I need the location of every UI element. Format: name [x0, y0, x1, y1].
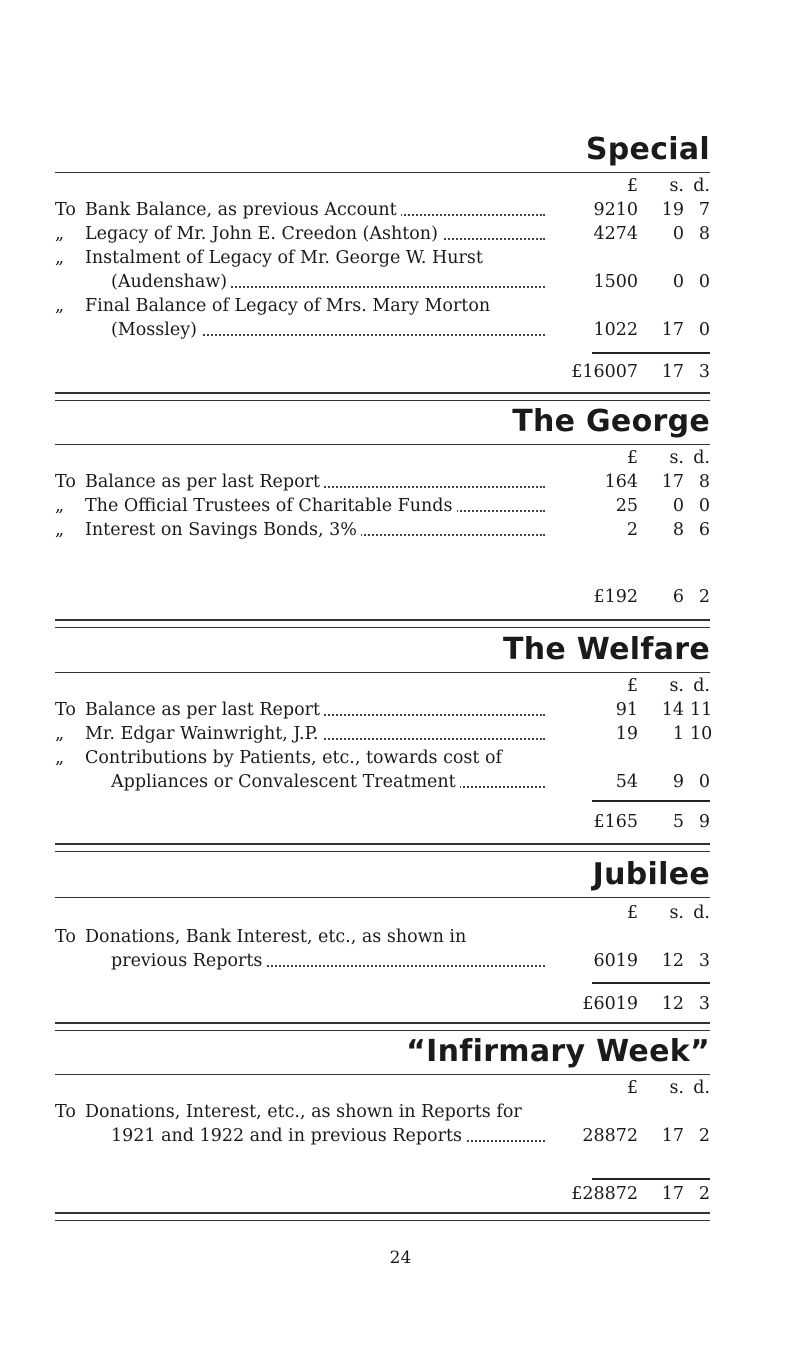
- row-prefix: „: [55, 496, 65, 516]
- total-shillings: 17: [661, 362, 684, 382]
- ledger-row: [55, 1100, 710, 1124]
- row-prefix: „: [55, 296, 65, 316]
- section-welfare-rows: [55, 698, 713, 798]
- row-shillings: 14: [661, 700, 684, 720]
- section-welfare: [55, 630, 710, 696]
- total-row: [55, 360, 710, 384]
- total-shillings: 17: [661, 1184, 684, 1204]
- pounds-header: £: [626, 676, 638, 696]
- pounds-header: £: [626, 1078, 638, 1098]
- pence-header: d.: [693, 1078, 710, 1098]
- row-pounds: 1500: [593, 272, 638, 292]
- shillings-header: s.: [669, 676, 684, 696]
- total-pence: 3: [698, 362, 710, 382]
- total-row: [55, 810, 710, 834]
- ledger-row: [55, 925, 710, 949]
- title-rule: [55, 172, 710, 173]
- row-prefix: „: [55, 248, 65, 268]
- row-pence: 8: [698, 472, 710, 492]
- row-pounds: 91: [615, 700, 638, 720]
- section-divider: [55, 1022, 710, 1031]
- section-divider: [55, 619, 710, 628]
- pounds-header: £: [626, 903, 638, 923]
- row-prefix: „: [55, 224, 65, 244]
- header-row: [55, 1076, 710, 1100]
- shillings-header: s.: [669, 448, 684, 468]
- row-shillings: 0: [672, 496, 684, 516]
- row-shillings: 17: [661, 472, 684, 492]
- row-text: Donations, Bank Interest, etc., as shown in: [85, 927, 470, 947]
- title-rule: [55, 897, 710, 898]
- row-prefix: To: [55, 1102, 76, 1122]
- section-jubilee-rows: [55, 925, 710, 985]
- row-text: Legacy of Mr. John E. Creedon (Ashton): [85, 224, 442, 244]
- total-row: [55, 585, 710, 609]
- row-shillings: 17: [661, 1126, 684, 1146]
- row-shillings: 1: [672, 724, 684, 744]
- section-george: [55, 402, 710, 468]
- header-row: [55, 446, 710, 470]
- total-rule: [592, 982, 710, 984]
- section-infirmary-rows: [55, 1100, 710, 1160]
- section-title: The Welfare: [502, 632, 710, 667]
- row-pence: 8: [698, 224, 710, 244]
- row-prefix: „: [55, 724, 65, 744]
- row-shillings: 12: [661, 951, 684, 971]
- section-title: “Infirmary Week”: [406, 1034, 710, 1069]
- row-prefix: To: [55, 200, 76, 220]
- row-prefix: To: [55, 927, 76, 947]
- title-rule: [55, 444, 710, 445]
- ledger-row: [55, 470, 710, 494]
- pounds-header: £: [626, 448, 638, 468]
- section-george-rows: [55, 470, 710, 550]
- ledger-row: [55, 1124, 710, 1148]
- row-pence: 2: [698, 1126, 710, 1146]
- row-pounds: 1022: [593, 320, 638, 340]
- row-text: (Mossley): [111, 320, 201, 340]
- ledger-row: [55, 746, 710, 770]
- total-rule: [592, 800, 710, 802]
- section-title: The George: [512, 404, 710, 439]
- total-pounds: £165: [593, 812, 638, 832]
- section-divider: [55, 1212, 710, 1221]
- row-pounds: 164: [604, 472, 638, 492]
- row-pence: 0: [698, 496, 710, 516]
- total-pounds: £6019: [582, 994, 638, 1014]
- ledger-row: [55, 318, 710, 342]
- row-prefix: „: [55, 520, 65, 540]
- ledger-row: [55, 246, 710, 270]
- section-infirmary-total: [55, 1180, 710, 1240]
- title-rule: [55, 1074, 710, 1075]
- header-row: [55, 901, 710, 925]
- row-shillings: 8: [672, 520, 684, 540]
- row-shillings: 17: [661, 320, 684, 340]
- row-text: Mr. Edgar Wainwright, J.P.: [85, 724, 322, 744]
- row-pence: 0: [698, 320, 710, 340]
- total-rule: [592, 352, 710, 354]
- row-pence: 10: [690, 724, 713, 744]
- row-pounds: 19: [615, 724, 638, 744]
- total-shillings: 12: [661, 994, 684, 1014]
- row-prefix: „: [55, 748, 65, 768]
- row-pounds: 4274: [593, 224, 638, 244]
- row-text: Donations, Interest, etc., as shown in Reports for: [85, 1102, 526, 1122]
- total-rule: [592, 1178, 710, 1180]
- row-pence: 3: [698, 951, 710, 971]
- row-prefix: To: [55, 472, 76, 492]
- row-text: Balance as per last Report: [85, 472, 324, 492]
- row-text: Bank Balance, as previous Account: [85, 200, 401, 220]
- total-pounds: £16007: [571, 362, 638, 382]
- pounds-header: £: [626, 176, 638, 196]
- section-title: Special: [585, 132, 710, 167]
- ledger-row: [55, 198, 710, 222]
- section-jubilee: [55, 855, 710, 923]
- row-text: (Audenshaw): [111, 272, 231, 292]
- title-rule: [55, 672, 710, 673]
- total-shillings: 6: [672, 587, 684, 607]
- row-pounds: 6019: [593, 951, 638, 971]
- row-pounds: 28872: [582, 1126, 638, 1146]
- row-shillings: 0: [672, 272, 684, 292]
- ledger-row: [55, 722, 713, 746]
- row-text: previous Reports: [111, 951, 266, 971]
- pence-header: d.: [693, 903, 710, 923]
- row-text: Instalment of Legacy of Mr. George W. Hurst: [85, 248, 487, 268]
- row-shillings: 9: [672, 772, 684, 792]
- ledger-row: [55, 270, 710, 294]
- header-row: [55, 174, 710, 198]
- row-text: Appliances or Convalescent Treatment: [111, 772, 460, 792]
- row-pence: 7: [698, 200, 710, 220]
- total-pounds: £28872: [571, 1184, 638, 1204]
- ledger-row: [55, 494, 710, 518]
- row-pence: 0: [698, 272, 710, 292]
- pence-header: d.: [693, 176, 710, 196]
- row-pounds: 2: [626, 520, 638, 540]
- row-pence: 6: [698, 520, 710, 540]
- row-pounds: 54: [615, 772, 638, 792]
- section-infirmary-week: [55, 1032, 710, 1098]
- ledger-row: [55, 518, 710, 542]
- shillings-header: s.: [669, 903, 684, 923]
- pence-header: d.: [693, 448, 710, 468]
- ledger-row: [55, 698, 713, 722]
- ledger-row: [55, 294, 710, 318]
- section-title: Jubilee: [592, 857, 710, 892]
- total-pounds: £192: [593, 587, 638, 607]
- total-shillings: 5: [672, 812, 684, 832]
- shillings-header: s.: [669, 176, 684, 196]
- total-pence: 3: [698, 994, 710, 1014]
- row-pounds: 9210: [593, 200, 638, 220]
- total-pence: 9: [698, 812, 710, 832]
- shillings-header: s.: [669, 1078, 684, 1098]
- row-text: Final Balance of Legacy of Mrs. Mary Morton: [85, 296, 494, 316]
- row-text: Balance as per last Report: [85, 700, 324, 720]
- row-text: Contributions by Patients, etc., towards cost of: [85, 748, 506, 768]
- row-shillings: 0: [672, 224, 684, 244]
- row-prefix: To: [55, 700, 76, 720]
- page-number: 24: [389, 1248, 412, 1268]
- row-text: The Official Trustees of Charitable Funds: [85, 496, 457, 516]
- row-pounds: 25: [615, 496, 638, 516]
- ledger-row: [55, 222, 710, 246]
- section-divider: [55, 392, 710, 401]
- row-text: 1921 and 1922 and in previous Reports: [111, 1126, 466, 1146]
- ledger-row: [55, 770, 710, 794]
- total-row: [55, 992, 710, 1016]
- total-pence: 2: [698, 587, 710, 607]
- row-shillings: 19: [661, 200, 684, 220]
- header-row: [55, 674, 710, 698]
- row-text: Interest on Savings Bonds, 3%: [85, 520, 361, 540]
- pence-header: d.: [693, 676, 710, 696]
- row-pence: 11: [690, 700, 713, 720]
- total-pence: 2: [698, 1184, 710, 1204]
- ledger-row: [55, 949, 710, 973]
- section-special-rows: [55, 198, 710, 348]
- row-pence: 0: [698, 772, 710, 792]
- section-welfare-total: [55, 800, 710, 860]
- section-divider: [55, 843, 710, 852]
- total-row: [55, 1182, 710, 1206]
